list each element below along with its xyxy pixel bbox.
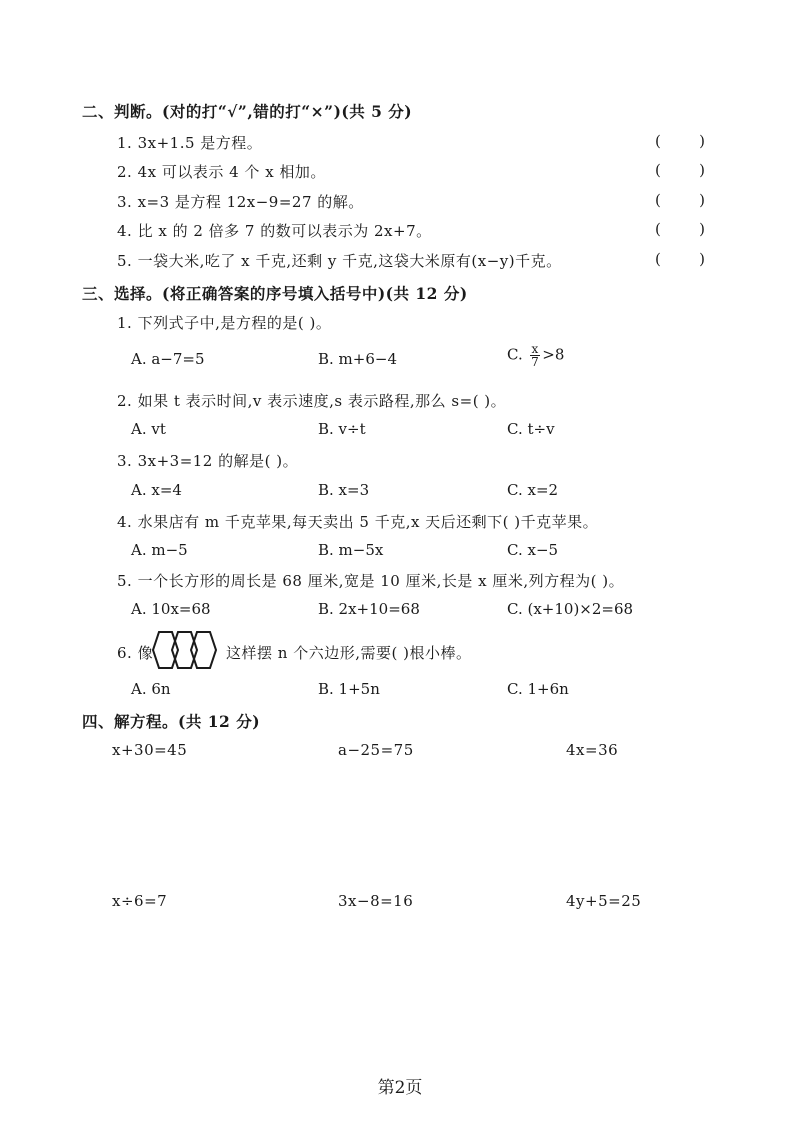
choice-question-6-prefix: 6. 像 [117, 644, 154, 662]
q4-option-a[interactable]: A. m−5 [131, 541, 188, 559]
q4-option-c[interactable]: C. x−5 [507, 541, 559, 559]
hexagon-chain-figure [147, 630, 225, 670]
judge-item-2: 2. 4x 可以表示 4 个 x 相加。 [117, 163, 326, 181]
q2-option-c[interactable]: C. t÷v [507, 420, 555, 438]
q3-option-c[interactable]: C. x=2 [507, 481, 559, 499]
section3-header: 三、选择。(将正确答案的序号填入括号中)(共 12 分) [82, 284, 468, 303]
choice-question-1: 1. 下列式子中,是方程的是( )。 [117, 314, 332, 332]
q1-option-b[interactable]: B. m+6−4 [318, 350, 398, 368]
q5-option-b[interactable]: B. 2x+10=68 [318, 600, 420, 618]
q5-option-a[interactable]: A. 10x=68 [131, 600, 211, 618]
q2-option-b[interactable]: B. v÷t [318, 420, 366, 438]
choice-question-6-suffix: 这样摆 n 个六边形,需要( )根小棒。 [226, 644, 472, 662]
choice-question-2: 2. 如果 t 表示时间,v 表示速度,s 表示路程,那么 s=( )。 [117, 392, 507, 410]
q6-option-c[interactable]: C. 1+6n [507, 680, 569, 698]
equation-5: 3x−8=16 [338, 892, 414, 910]
page-number: 第2页 [377, 1078, 423, 1098]
equation-4: x÷6=7 [112, 892, 168, 910]
equation-2: a−25=75 [338, 741, 414, 759]
answer-paren-5[interactable]: ( ) [655, 250, 705, 268]
q2-option-a[interactable]: A. vt [131, 420, 166, 438]
judge-item-5: 5. 一袋大米,吃了 x 千克,还剩 y 千克,这袋大米原有(x−y)千克。 [117, 252, 562, 270]
q3-option-a[interactable]: A. x=4 [131, 481, 182, 499]
answer-paren-2[interactable]: ( ) [655, 161, 705, 179]
section2-header: 二、判断。(对的打“√”,错的打“×”)(共 5 分) [82, 102, 413, 121]
answer-paren-3[interactable]: ( ) [655, 191, 705, 209]
judge-item-1: 1. 3x+1.5 是方程。 [117, 134, 263, 152]
q5-option-c[interactable]: C. (x+10)×2=68 [507, 600, 634, 618]
q1-option-a[interactable]: A. a−7=5 [131, 350, 205, 368]
judge-item-4: 4. 比 x 的 2 倍多 7 的数可以表示为 2x+7。 [117, 222, 432, 240]
q6-option-b[interactable]: B. 1+5n [318, 680, 380, 698]
q4-option-b[interactable]: B. m−5x [318, 541, 384, 559]
q3-option-b[interactable]: B. x=3 [318, 481, 370, 499]
choice-question-3: 3. 3x+3=12 的解是( )。 [117, 452, 299, 470]
fraction-x-over-7: $\frac{x}{7}$ [531, 342, 539, 369]
section4-header: 四、解方程。(共 12 分) [82, 712, 261, 731]
equation-6: 4y+5=25 [566, 892, 642, 910]
equation-1: x+30=45 [112, 741, 188, 759]
answer-paren-1[interactable]: ( ) [655, 132, 705, 150]
choice-question-5: 5. 一个长方形的周长是 68 厘米,宽是 10 厘米,长是 x 厘米,列方程为( )。 [117, 572, 625, 590]
equation-3: 4x=36 [566, 741, 619, 759]
answer-paren-4[interactable]: ( ) [655, 220, 705, 238]
q6-option-a[interactable]: A. 6n [131, 680, 171, 698]
q1-option-c[interactable]: C. $\frac{x}{7}$ >8 [507, 342, 565, 369]
judge-item-3: 3. x=3 是方程 12x−9=27 的解。 [117, 193, 364, 211]
choice-question-4: 4. 水果店有 m 千克苹果,每天卖出 5 千克,x 天后还剩下( )千克苹果。 [117, 513, 599, 531]
